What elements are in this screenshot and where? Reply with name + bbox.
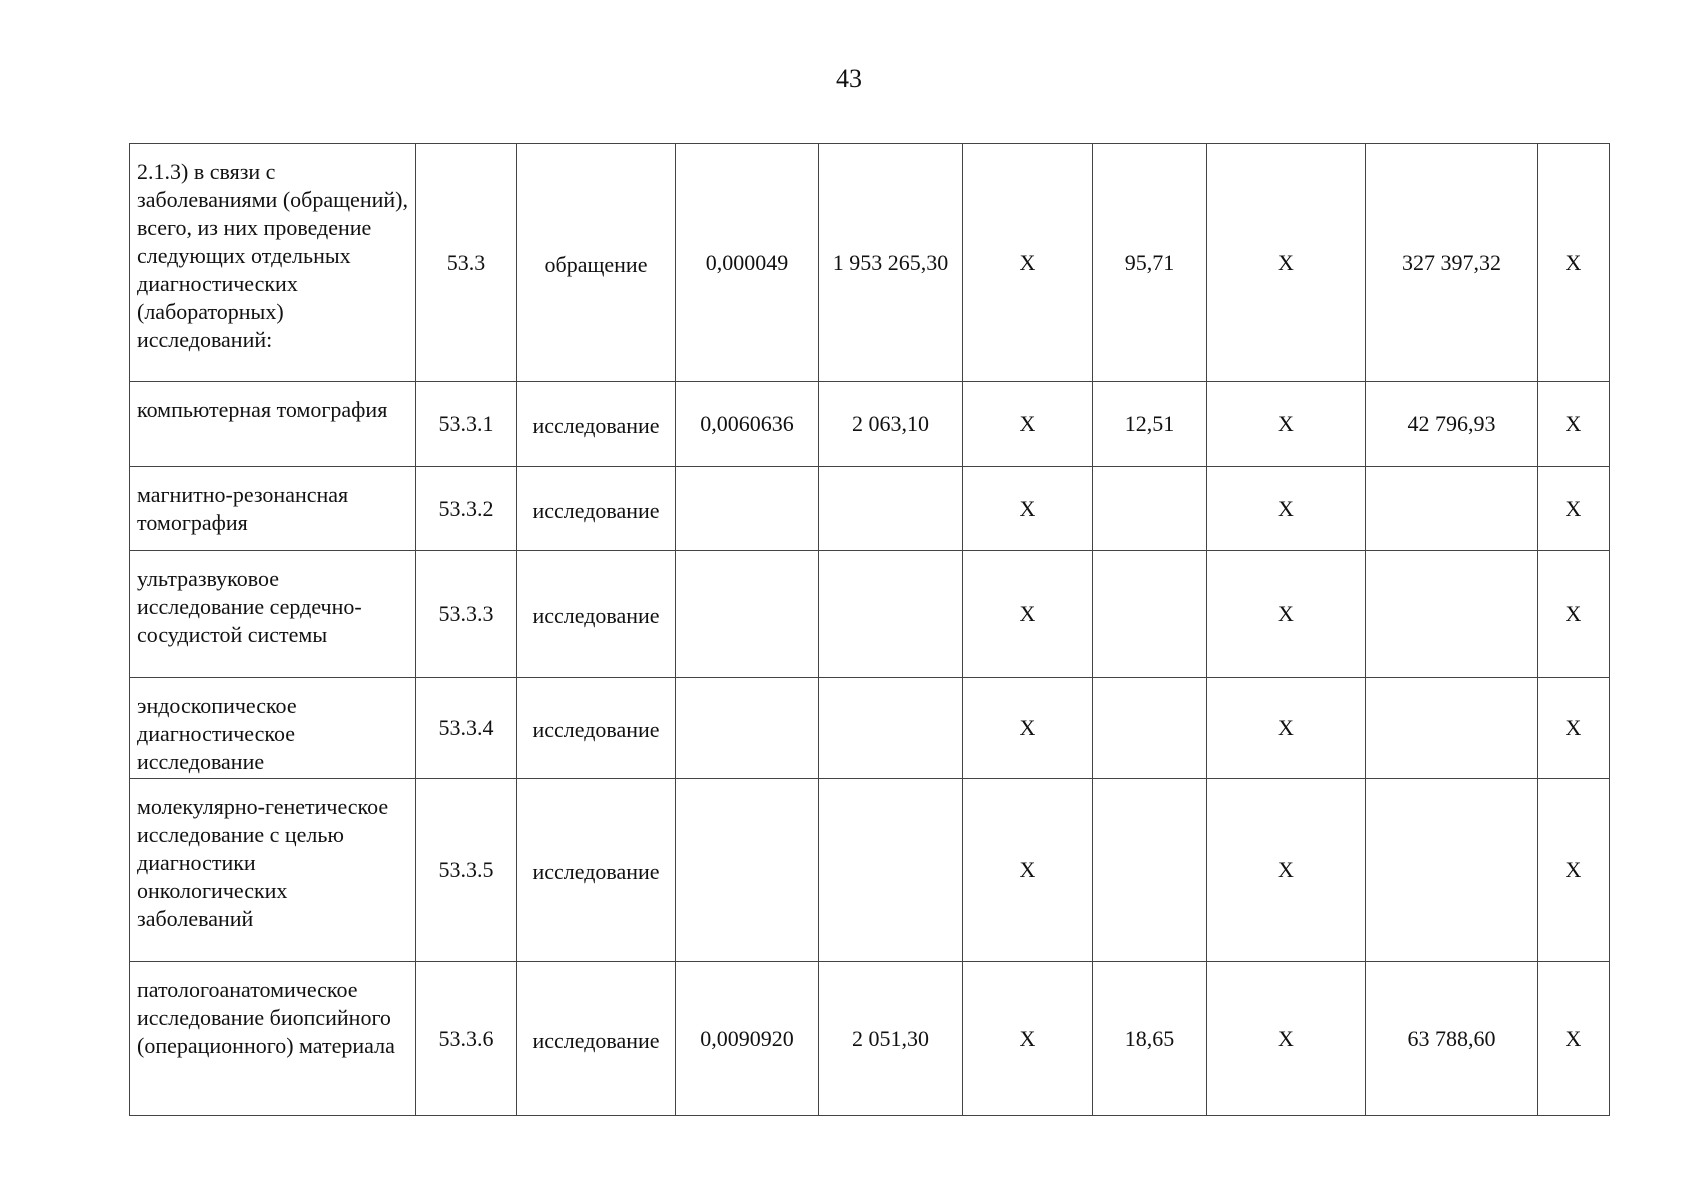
row-col10-cell: X (1538, 144, 1610, 382)
row-col7-cell: 95,71 (1093, 144, 1207, 382)
row-col7-cell: 12,51 (1093, 382, 1207, 467)
row-cost-cell (819, 551, 963, 678)
row-unit-cell: исследование (517, 678, 676, 779)
row-col9-cell (1366, 551, 1538, 678)
row-col8-cell: X (1207, 779, 1366, 962)
row-col8-cell: X (1207, 962, 1366, 1116)
row-name-cell: компьютерная томография (130, 382, 416, 467)
row-volume-cell (676, 551, 819, 678)
row-unit-cell: исследование (517, 551, 676, 678)
row-cost-cell: 1 953 265,30 (819, 144, 963, 382)
page-number: 43 (836, 64, 862, 93)
row-cost-cell: 2 051,30 (819, 962, 963, 1116)
row-col10-cell: X (1538, 779, 1610, 962)
row-unit-cell: исследование (517, 779, 676, 962)
row-col7-cell: 18,65 (1093, 962, 1207, 1116)
row-code-cell: 53.3.3 (416, 551, 517, 678)
row-name-cell: 2.1.3) в связи с заболеваниями (обращений), всего, из них проведение следующих отдельных диагностических (лабораторных) исследований: (130, 144, 416, 382)
row-col7-cell (1093, 467, 1207, 551)
table-row (130, 962, 1610, 1116)
row-name-cell: ультразвуковое исследование сердечно-сосудистой системы (130, 551, 416, 678)
row-col7-cell (1093, 779, 1207, 962)
row-col6-cell: X (963, 962, 1093, 1116)
row-name-cell: патологоанатомическое исследование биопсийного (операционного) материала (130, 962, 416, 1116)
row-col6-cell: X (963, 678, 1093, 779)
row-cost-cell (819, 467, 963, 551)
row-unit-cell: обращение (517, 144, 676, 382)
row-unit-cell: исследование (517, 962, 676, 1116)
row-code-cell: 53.3 (416, 144, 517, 382)
row-col8-cell: X (1207, 382, 1366, 467)
row-volume-cell (676, 779, 819, 962)
row-col8-cell: X (1207, 467, 1366, 551)
row-code-cell: 53.3.4 (416, 678, 517, 779)
row-cost-cell (819, 779, 963, 962)
row-col10-cell: X (1538, 551, 1610, 678)
table-row (130, 551, 1610, 678)
row-volume-cell: 0,0060636 (676, 382, 819, 467)
row-name-cell: магнитно-резонансная томография (130, 467, 416, 551)
row-col6-cell: X (963, 467, 1093, 551)
row-col10-cell: X (1538, 962, 1610, 1116)
row-col9-cell: 42 796,93 (1366, 382, 1538, 467)
row-col10-cell: X (1538, 467, 1610, 551)
row-code-cell: 53.3.2 (416, 467, 517, 551)
table-row (130, 382, 1610, 467)
row-code-cell: 53.3.5 (416, 779, 517, 962)
row-col9-cell (1366, 779, 1538, 962)
row-unit-cell: исследование (517, 467, 676, 551)
row-col9-cell (1366, 467, 1538, 551)
row-unit-cell: исследование (517, 382, 676, 467)
row-col8-cell: X (1207, 678, 1366, 779)
row-col10-cell: X (1538, 382, 1610, 467)
row-name-cell: молекулярно-генетическое исследование с целью диагностики онкологических заболеваний (130, 779, 416, 962)
row-col6-cell: X (963, 144, 1093, 382)
row-code-cell: 53.3.1 (416, 382, 517, 467)
row-name-cell: эндоскопическое диагностическое исследование (130, 678, 416, 779)
row-col6-cell: X (963, 551, 1093, 678)
row-col8-cell: X (1207, 144, 1366, 382)
row-col7-cell (1093, 551, 1207, 678)
row-col7-cell (1093, 678, 1207, 779)
row-cost-cell (819, 678, 963, 779)
row-col9-cell: 63 788,60 (1366, 962, 1538, 1116)
row-cost-cell: 2 063,10 (819, 382, 963, 467)
row-volume-cell (676, 678, 819, 779)
row-code-cell: 53.3.6 (416, 962, 517, 1116)
table-row (130, 144, 1610, 382)
table-row (130, 779, 1610, 962)
row-col6-cell: X (963, 382, 1093, 467)
table-row (130, 678, 1610, 779)
row-col9-cell (1366, 678, 1538, 779)
row-volume-cell: 0,000049 (676, 144, 819, 382)
row-col9-cell: 327 397,32 (1366, 144, 1538, 382)
row-col6-cell: X (963, 779, 1093, 962)
table-row (130, 467, 1610, 551)
row-col10-cell: X (1538, 678, 1610, 779)
row-volume-cell: 0,0090920 (676, 962, 819, 1116)
data-table (129, 143, 1610, 1116)
row-volume-cell (676, 467, 819, 551)
row-col8-cell: X (1207, 551, 1366, 678)
